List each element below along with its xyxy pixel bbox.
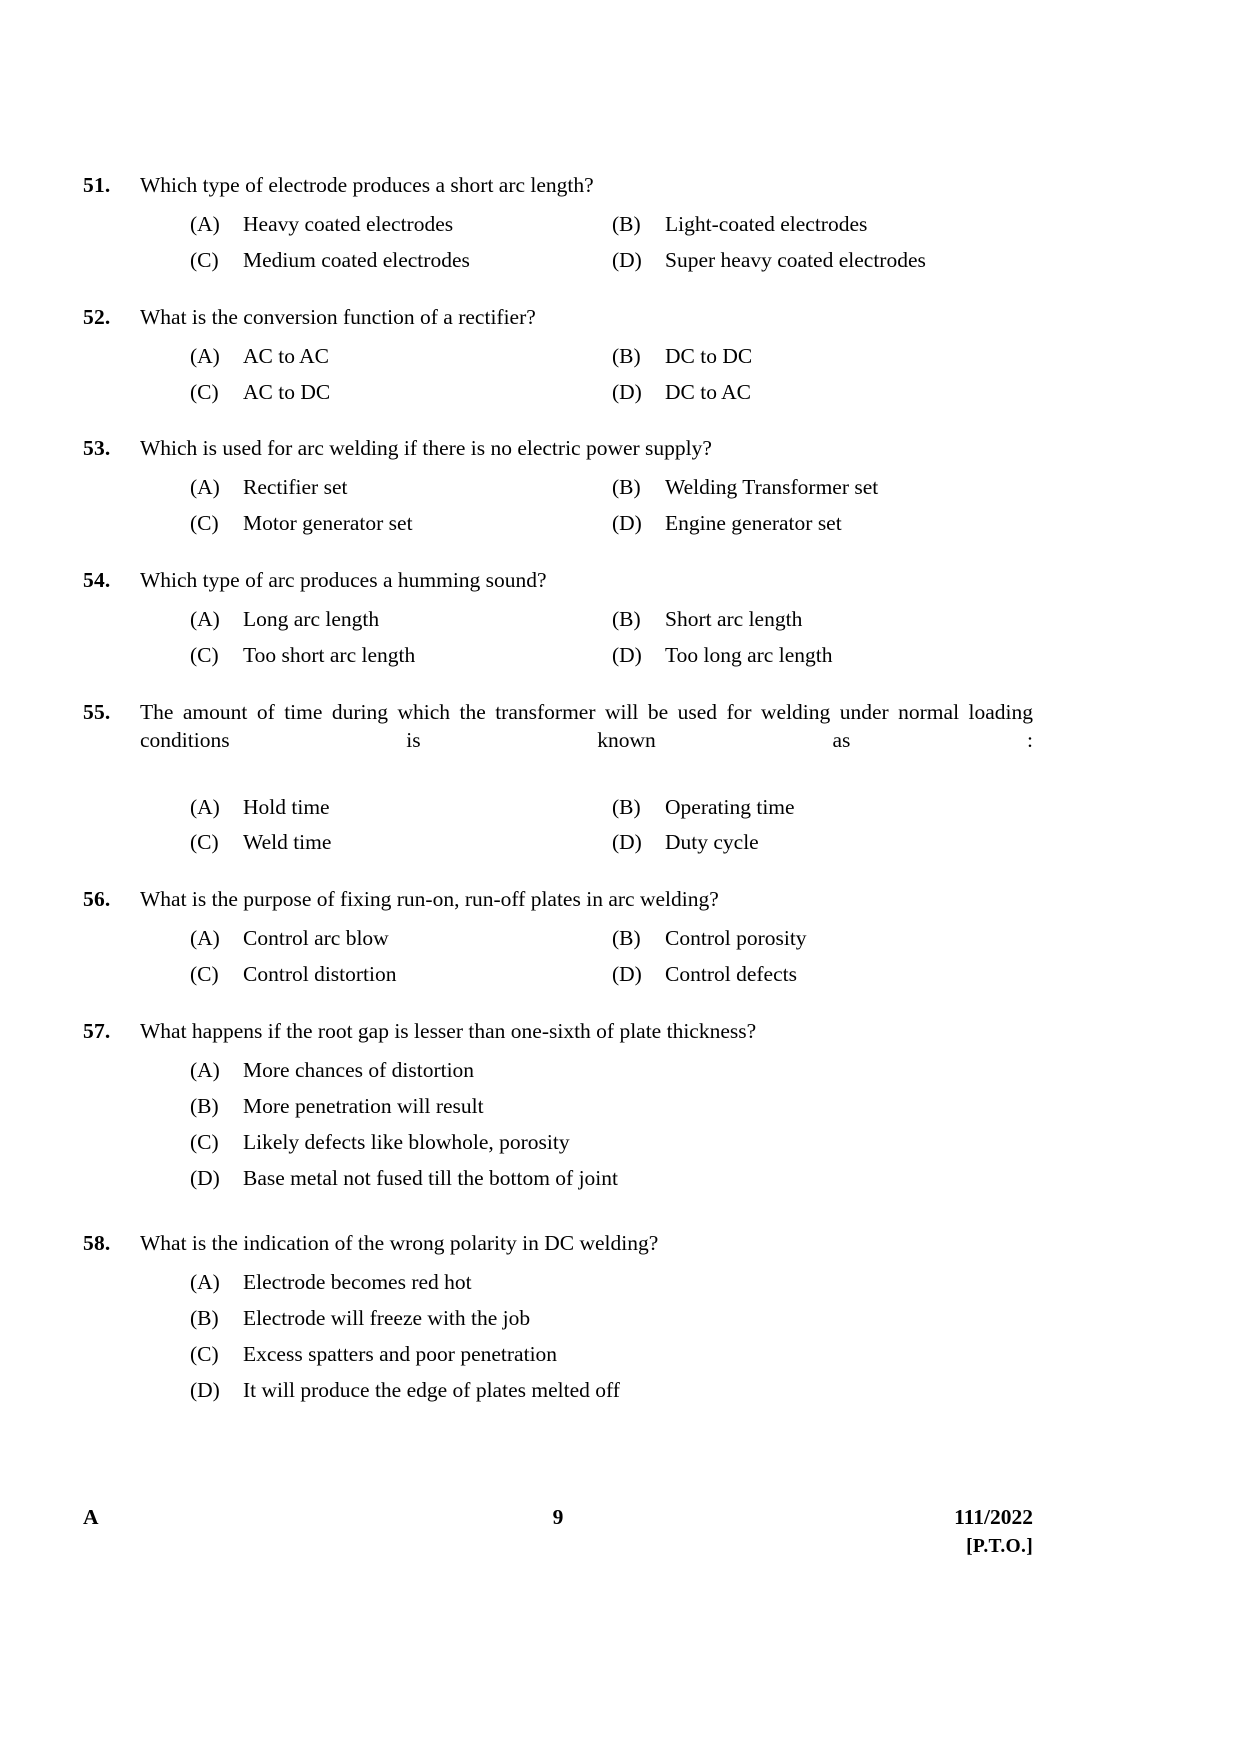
option-row: [190, 211, 1033, 238]
question-heading: [83, 699, 1033, 783]
option-d[interactable]: [612, 247, 1033, 274]
option-a[interactable]: [190, 343, 612, 370]
option-text: Weld time: [243, 830, 332, 855]
option-label: (A): [190, 343, 220, 368]
option-text: Electrode will freeze with the job: [243, 1306, 531, 1331]
option-text: Control defects: [665, 962, 797, 987]
option-row: [190, 379, 1033, 406]
option-row: [190, 1165, 1033, 1192]
question-number: 57.: [83, 1019, 111, 1043]
question-text: Which type of electrode produces a short arc length?: [140, 173, 594, 197]
question-block-57: [83, 1018, 1033, 1191]
option-label: (C): [190, 511, 219, 536]
question-number: 58.: [83, 1231, 111, 1256]
turn-over-note: [P.T.O.]: [966, 1536, 1033, 1557]
option-text: Too short arc length: [243, 642, 416, 667]
option-label: (C): [190, 830, 219, 855]
option-text: DC to AC: [665, 379, 752, 404]
option-c[interactable]: [190, 379, 612, 406]
option-b[interactable]: [612, 794, 1033, 821]
question-block-52: [83, 304, 1033, 406]
option-text: Likely defects like blowhole, porosity: [243, 1129, 570, 1154]
option-label: (B): [612, 607, 641, 631]
option-row: [190, 1129, 1033, 1156]
option-text: Too long arc length: [665, 642, 833, 667]
question-text: What is the conversion function of a rectifier?: [140, 304, 536, 329]
option-label: (D): [612, 511, 642, 536]
option-text: Operating time: [665, 794, 795, 819]
option-d[interactable]: [612, 829, 1033, 856]
question-gap: [83, 405, 1033, 435]
option-label: (B): [190, 1306, 219, 1331]
option-a[interactable]: [190, 211, 612, 238]
option-label: (D): [612, 247, 642, 272]
options-list: [190, 794, 1033, 857]
question-gap: [83, 1200, 1033, 1230]
option-text: Electrode becomes red hot: [243, 1270, 472, 1295]
question-block-54: [83, 567, 1033, 669]
page-footer: [83, 1505, 1033, 1557]
option-text: More chances of distortion: [243, 1057, 475, 1082]
question-heading: [83, 1018, 1033, 1046]
question-heading: [83, 886, 1033, 914]
option-row: [190, 961, 1033, 988]
option-text: Light-coated electrodes: [665, 211, 868, 236]
option-a[interactable]: [190, 1269, 1033, 1296]
option-text: Control distortion: [243, 962, 397, 987]
question-number: 54.: [83, 568, 111, 593]
option-text: Medium coated electrodes: [243, 247, 470, 272]
question-text: The amount of time during which the transformer will be used for welding under normal loading conditions is known as :: [140, 699, 1033, 752]
option-label: (B): [612, 794, 641, 819]
footer-row: [83, 1505, 1033, 1535]
option-label: (C): [190, 247, 219, 272]
option-b[interactable]: [612, 925, 1033, 952]
option-d[interactable]: [190, 1165, 1033, 1192]
option-b[interactable]: [190, 1305, 1033, 1332]
option-label: (A): [190, 794, 220, 819]
option-text: It will produce the edge of plates melted off: [243, 1378, 620, 1402]
option-text: AC to DC: [243, 379, 331, 404]
option-d[interactable]: [612, 961, 1033, 988]
question-block-56: [83, 886, 1033, 988]
options-list: [190, 343, 1033, 406]
option-text: Long arc length: [243, 607, 380, 631]
option-text: Rectifier set: [243, 475, 348, 500]
option-label: (B): [190, 1093, 219, 1118]
option-label: (D): [612, 830, 642, 855]
option-text: Heavy coated electrodes: [243, 211, 454, 236]
option-a[interactable]: [190, 1057, 1033, 1084]
page-number: 9: [552, 1505, 564, 1529]
option-text: Hold time: [243, 794, 330, 819]
option-text: Control porosity: [665, 926, 807, 951]
option-row: [190, 1057, 1033, 1084]
option-row: [190, 829, 1033, 856]
option-row: [190, 1377, 1033, 1404]
option-c[interactable]: [190, 961, 612, 988]
question-gap: [83, 856, 1033, 886]
option-label: (B): [612, 926, 641, 951]
option-label: (B): [612, 211, 641, 236]
option-d[interactable]: [612, 510, 1033, 537]
question-number: 53.: [83, 436, 111, 461]
option-row: [190, 510, 1033, 537]
option-text: Motor generator set: [243, 511, 413, 536]
question-text: What is the purpose of fixing run-on, run-off plates in arc welding?: [140, 887, 719, 912]
options-list: [190, 606, 1033, 669]
question-heading: [83, 172, 1033, 200]
option-row: [190, 642, 1033, 669]
option-text: AC to AC: [243, 343, 330, 368]
question-text: What happens if the root gap is lesser than one-sixth of plate thickness?: [140, 1019, 757, 1043]
option-c[interactable]: [190, 1341, 1033, 1368]
options-list: [190, 1269, 1033, 1404]
option-row: [190, 925, 1033, 952]
question-number: 51.: [83, 173, 111, 197]
option-label: (D): [612, 962, 642, 987]
option-b[interactable]: [612, 474, 1033, 501]
option-text: More penetration will result: [243, 1093, 484, 1118]
question-block-55: [83, 699, 1033, 857]
option-d[interactable]: [612, 642, 1033, 669]
option-label: (C): [190, 1129, 219, 1154]
option-row: [190, 1269, 1033, 1296]
option-a[interactable]: [190, 925, 612, 952]
option-label: (B): [612, 475, 641, 500]
question-block-58: [83, 1230, 1033, 1403]
option-d[interactable]: [190, 1377, 1033, 1404]
question-text: Which type of arc produces a humming sound?: [140, 568, 547, 593]
option-c[interactable]: [190, 1129, 1033, 1156]
option-d[interactable]: [612, 379, 1033, 406]
option-text: Excess spatters and poor penetration: [243, 1342, 558, 1367]
option-row: [190, 1093, 1033, 1120]
option-label: (D): [190, 1378, 220, 1402]
option-label: (A): [190, 1057, 220, 1082]
question-number: 56.: [83, 887, 111, 912]
option-label: (C): [190, 962, 219, 987]
option-c[interactable]: [190, 510, 612, 537]
question-heading: [83, 1230, 1033, 1258]
option-text: Base metal not fused till the bottom of joint: [243, 1165, 619, 1190]
option-label: (B): [612, 343, 641, 368]
option-b[interactable]: [612, 606, 1033, 633]
option-a[interactable]: [190, 794, 612, 821]
option-row: [190, 343, 1033, 370]
option-c[interactable]: [190, 642, 612, 669]
option-label: (A): [190, 607, 220, 631]
option-c[interactable]: [190, 247, 612, 274]
question-gap: [83, 274, 1033, 304]
option-label: (A): [190, 1270, 220, 1295]
option-text: DC to DC: [665, 343, 753, 368]
question-heading: [83, 567, 1033, 595]
question-text: Which is used for arc welding if there is no electric power supply?: [140, 436, 712, 461]
question-gap: [83, 988, 1033, 1018]
question-heading: [83, 435, 1033, 463]
question-block-51: [83, 172, 1033, 274]
option-b[interactable]: [190, 1093, 1033, 1120]
options-list: [190, 211, 1033, 274]
option-b[interactable]: [612, 343, 1033, 370]
question-gap: [83, 669, 1033, 699]
option-label: (A): [190, 926, 220, 951]
option-a[interactable]: [190, 606, 612, 633]
option-row: [190, 1341, 1033, 1368]
question-block-53: [83, 435, 1033, 537]
question-heading: [83, 304, 1033, 332]
question-number: 55.: [83, 699, 111, 724]
options-list: [190, 1057, 1033, 1192]
paper-code: 111/2022: [954, 1505, 1033, 1529]
option-text: Duty cycle: [665, 830, 759, 855]
option-text: Welding Transformer set: [665, 475, 879, 500]
questions-container: [83, 172, 1033, 1413]
option-label: (D): [612, 379, 642, 404]
option-c[interactable]: [190, 829, 612, 856]
option-label: (A): [190, 475, 220, 500]
option-row: [190, 247, 1033, 274]
option-label: (C): [190, 379, 219, 404]
option-text: Super heavy coated electrodes: [665, 247, 926, 272]
option-label: (D): [612, 642, 642, 667]
option-text: Engine generator set: [665, 511, 842, 536]
option-row: [190, 794, 1033, 821]
option-a[interactable]: [190, 474, 612, 501]
option-text: Short arc length: [665, 607, 803, 631]
question-gap: [83, 537, 1033, 567]
options-list: [190, 925, 1033, 988]
option-text: Control arc blow: [243, 926, 389, 951]
question-number: 52.: [83, 304, 111, 329]
option-b[interactable]: [612, 211, 1033, 238]
option-label: (C): [190, 1342, 219, 1367]
option-label: (A): [190, 211, 220, 236]
booklet-series-label: A: [83, 1505, 99, 1529]
option-label: (C): [190, 642, 219, 667]
option-row: [190, 1305, 1033, 1332]
option-row: [190, 606, 1033, 633]
option-row: [190, 474, 1033, 501]
options-list: [190, 474, 1033, 537]
question-text: What is the indication of the wrong polarity in DC welding?: [140, 1231, 659, 1256]
option-label: (D): [190, 1165, 220, 1190]
